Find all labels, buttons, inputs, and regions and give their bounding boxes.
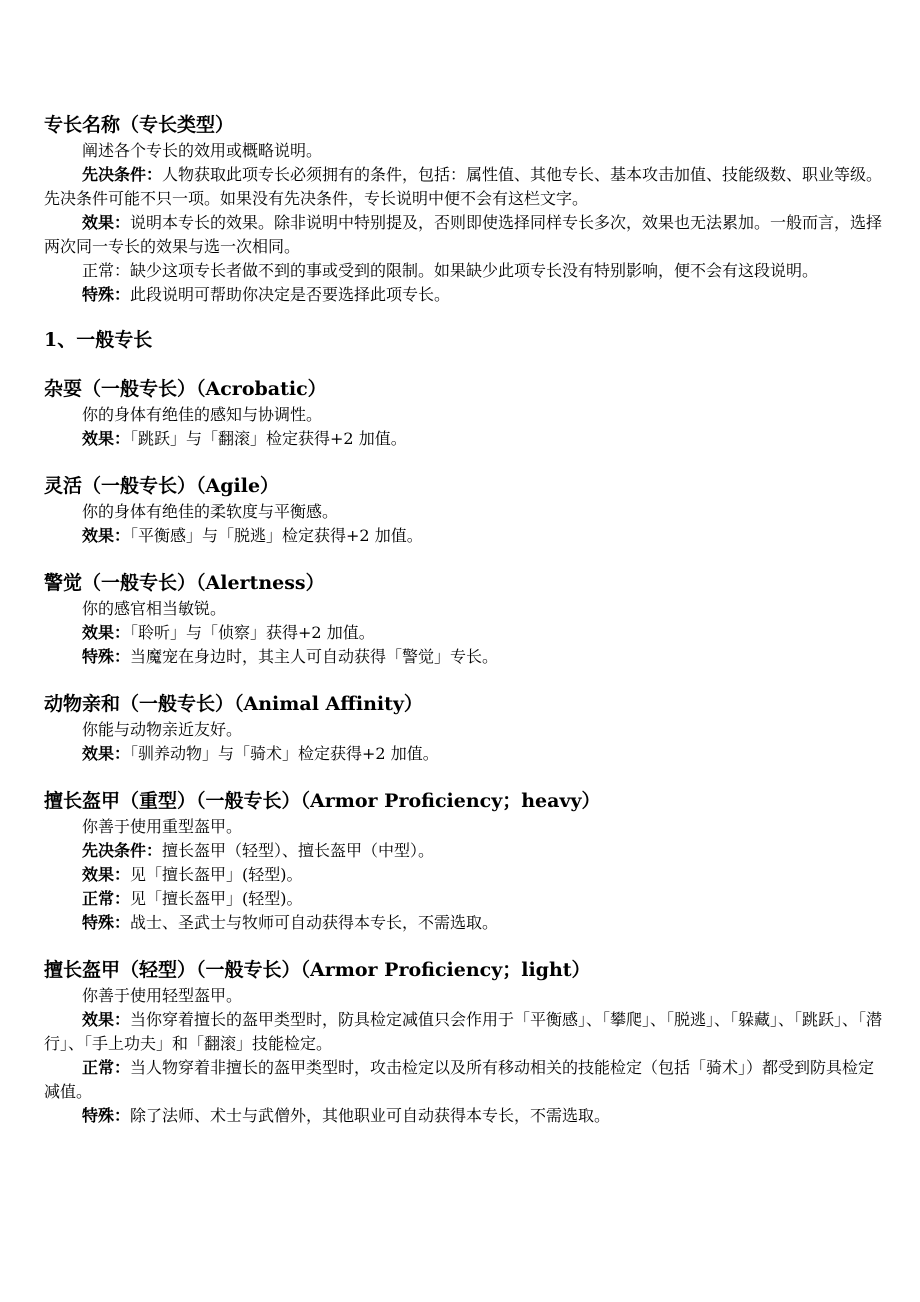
feat-title: 警觉（一般专长）（Alertness） <box>44 572 325 594</box>
feat-normal <box>44 887 890 911</box>
feat-title: 杂耍（一般专长）（Acrobatic） <box>44 378 327 400</box>
prerequisite-label: 先决条件： <box>82 841 163 860</box>
intro-special <box>44 283 890 307</box>
document-page <box>44 112 890 1128</box>
feat-title: 擅长盔甲（重型）（一般专长）（Armor Proficiency；heavy） <box>44 790 601 812</box>
feat-animal-affinity <box>44 691 890 766</box>
feat-acrobatic <box>44 376 890 451</box>
prerequisite-text: 擅长盔甲（轻型）、擅长盔甲（中型）。 <box>162 841 435 860</box>
benefit-label: 效果： <box>82 213 131 232</box>
feat-agile <box>44 473 890 548</box>
normal-text: 当人物穿着非擅长的盔甲类型时，攻击检定以及所有移动相关的技能检定（包括「骑术」）都受到防具检定减值。 <box>44 1058 875 1101</box>
intro-benefit <box>44 211 890 259</box>
prerequisite-text: 人物获取此项专长必须拥有的条件，包括：属性值、其他专长、基本攻击加值、技能级数、职业等级。先决条件可能不只一项。如果没有先决条件，专长说明中便不会有这栏文字。 <box>44 165 883 208</box>
benefit-label: 效果： <box>82 526 131 545</box>
feat-normal <box>44 1056 890 1104</box>
special-label: 特殊： <box>82 647 131 666</box>
feat-armor-proficiency-heavy <box>44 788 890 935</box>
feat-prerequisite <box>44 839 890 863</box>
feat-title: 擅长盔甲（轻型）（一般专长）（Armor Proficiency；light） <box>44 959 591 981</box>
special-text: 战士、圣武士与牧师可自动获得本专长，不需选取。 <box>130 913 499 932</box>
benefit-text: 「驯养动物」与「骑术」检定获得+2 加值。 <box>130 744 439 763</box>
benefit-label: 效果： <box>82 744 131 763</box>
special-label: 特殊： <box>82 285 131 304</box>
feat-special <box>44 1104 890 1128</box>
feat-special <box>44 911 890 935</box>
normal-label: 正常： <box>82 889 131 908</box>
prerequisite-label: 先决条件： <box>82 165 163 184</box>
normal-label: 正常： <box>82 1058 131 1077</box>
intro-block <box>44 112 890 307</box>
section-title: 1、一般专长 <box>44 329 153 351</box>
normal-text: 见「擅长盔甲」(轻型)。 <box>130 889 303 908</box>
feat-description: 你的身体有绝佳的感知与协调性。 <box>82 405 323 424</box>
intro-heading: 专长名称（专长类型） <box>44 114 235 136</box>
special-label: 特殊： <box>82 913 131 932</box>
benefit-label: 效果： <box>82 429 131 448</box>
feat-title: 灵活（一般专长）（Agile） <box>44 475 280 497</box>
feat-benefit <box>44 1008 890 1056</box>
benefit-text: 当你穿着擅长的盔甲类型时，防具检定减值只会作用于「平衡感」、「攀爬」、「脱逃」、「躲藏」、「跳跃」、「潜行」、「手上功夫」和「翻滚」技能检定。 <box>44 1010 883 1053</box>
benefit-label: 效果： <box>82 623 131 642</box>
feat-description: 你能与动物亲近友好。 <box>82 720 243 739</box>
benefit-text: 「平衡感」与「脱逃」检定获得+2 加值。 <box>130 526 423 545</box>
intro-description: 阐述各个专长的效用或概略说明。 <box>82 141 323 160</box>
feat-benefit <box>44 863 890 887</box>
intro-normal: 正常：缺少这项专长者做不到的事或受到的限制。如果缺少此项专长没有特别影响，便不会有这段说明。 <box>82 261 819 280</box>
feat-benefit <box>44 524 890 548</box>
feat-description: 你善于使用重型盔甲。 <box>82 817 243 836</box>
feat-description: 你的感官相当敏锐。 <box>82 599 227 618</box>
special-label: 特殊： <box>82 1106 131 1125</box>
feat-description: 你的身体有绝佳的柔软度与平衡感。 <box>82 502 339 521</box>
benefit-label: 效果： <box>82 865 131 884</box>
feat-benefit <box>44 427 890 451</box>
benefit-label: 效果： <box>82 1010 131 1029</box>
benefit-text: 「聆听」与「侦察」获得+2 加值。 <box>130 623 375 642</box>
intro-prerequisite <box>44 163 890 211</box>
benefit-text: 见「擅长盔甲」(轻型)。 <box>130 865 303 884</box>
feat-title: 动物亲和（一般专长）（Animal Affinity） <box>44 693 423 715</box>
feat-benefit <box>44 742 890 766</box>
feat-special <box>44 645 890 669</box>
special-text: 当魔宠在身边时，其主人可自动获得「警觉」专长。 <box>130 647 499 666</box>
benefit-text: 说明本专长的效果。除非说明中特别提及，否则即使选择同样专长多次，效果也无法累加。一般而言，选择两次同一专长的效果与选一次相同。 <box>44 213 883 256</box>
special-text: 除了法师、术士与武僧外，其他职业可自动获得本专长，不需选取。 <box>130 1106 611 1125</box>
feat-benefit <box>44 621 890 645</box>
feat-alertness <box>44 570 890 669</box>
benefit-text: 「跳跃」与「翻滚」检定获得+2 加值。 <box>130 429 407 448</box>
feat-description: 你善于使用轻型盔甲。 <box>82 986 243 1005</box>
feat-armor-proficiency-light <box>44 957 890 1128</box>
special-text: 此段说明可帮助你决定是否要选择此项专长。 <box>130 285 451 304</box>
